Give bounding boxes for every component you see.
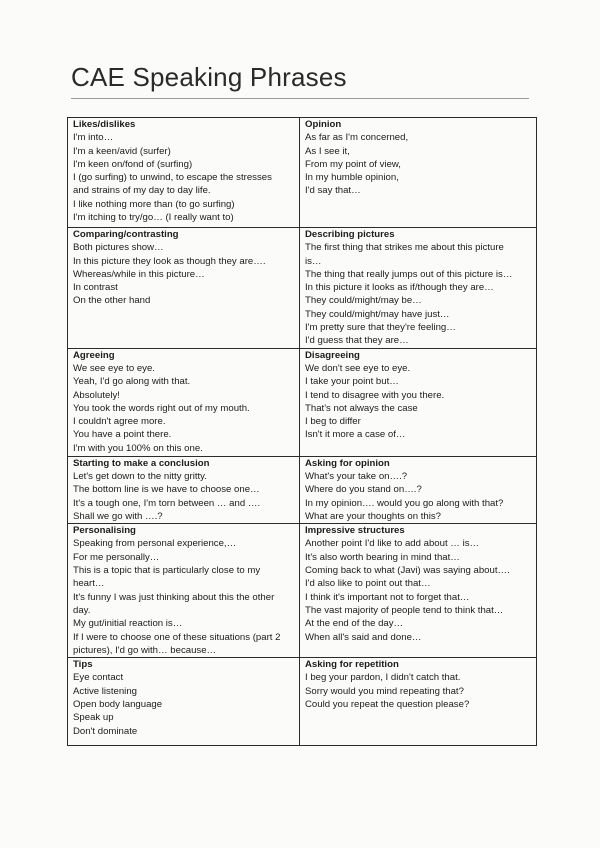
phrase-item: As far as I'm concerned,: [305, 132, 409, 144]
phrase-item: Isn't it more a case of…: [305, 429, 406, 441]
section-heading: Likes/dislikes: [73, 119, 136, 130]
phrase-item: heart…: [73, 578, 105, 590]
table-row: [68, 456, 537, 523]
table-row: [68, 118, 537, 228]
phrase-item: As I see it,: [305, 145, 350, 157]
phrase-item: is…: [305, 255, 322, 267]
phrase-item: My gut/initial reaction is…: [73, 618, 183, 630]
phrase-item: It's a tough one, I'm torn between … and ….: [73, 497, 261, 509]
phrase-item: Both pictures show…: [73, 242, 164, 254]
section-heading: Agreeing: [73, 349, 115, 361]
phrase-item: I beg your pardon, I didn't catch that.: [305, 672, 461, 684]
section-heading: Asking for opinion: [305, 457, 390, 469]
phrase-item: I'd also like to point out that…: [305, 578, 431, 590]
phrase-item: The first thing that strikes me about this picture: [305, 242, 504, 254]
page-title: CAE Speaking Phrases: [71, 62, 347, 92]
phrase-item: If I were to choose one of these situations (part 2: [73, 631, 281, 643]
section-heading: Disagreeing: [305, 349, 360, 361]
phrase-item: You took the words right out of my mouth.: [73, 402, 250, 414]
phrase-section: [300, 658, 537, 746]
phrase-item: The thing that really jumps out of this picture is…: [305, 268, 513, 280]
phrase-item: I'm into…: [73, 132, 114, 144]
phrase-item: I couldn't agree more.: [73, 416, 166, 428]
phrase-item: I (go surfing) to unwind, to escape the stresses: [73, 172, 272, 184]
phrase-item: In this picture they look as though they are….: [73, 255, 266, 267]
section-heading: Tips: [73, 659, 93, 671]
phrase-item: day.: [73, 604, 91, 616]
phrase-item: At the end of the day…: [305, 618, 404, 630]
section-heading: Personalising: [73, 525, 136, 537]
phrase-item: I'm pretty sure that they're feeling…: [305, 322, 456, 334]
phrase-item: I'm keen on/fond of (surfing): [73, 158, 193, 170]
section-heading: Impressive structures: [305, 525, 405, 537]
phrase-item: On the other hand: [73, 295, 151, 307]
phrase-item: We see eye to eye.: [73, 362, 155, 374]
phrase-item: What's your take on….?: [305, 470, 408, 482]
phrase-item: In contrast: [73, 282, 118, 294]
phrase-section: [300, 118, 537, 228]
phrase-item: In my opinion…. would you go along with that?: [305, 497, 504, 509]
section-heading: Describing pictures: [305, 229, 395, 240]
phrase-item: It's also worth bearing in mind that…: [305, 551, 460, 563]
phrase-item: I think it's important not to forget that…: [305, 591, 470, 603]
phrase-item: For me personally…: [73, 551, 160, 563]
phrase-section: [300, 524, 537, 658]
phrase-item: We don't see eye to eye.: [305, 362, 411, 374]
table-row: [68, 348, 537, 456]
phrase-item: pictures), I'd go with… because…: [73, 644, 217, 656]
phrase-section: [68, 524, 300, 658]
section-heading: Asking for repetition: [305, 659, 399, 671]
phrase-section: [300, 348, 537, 456]
phrase-item: In this picture it looks as if/though they are…: [305, 282, 494, 294]
phrase-item: Another point I'd like to add about … is…: [305, 538, 480, 550]
phrase-section: [68, 456, 300, 523]
phrase-item: and strains of my day to day life.: [73, 185, 211, 197]
phrase-item: I'm a keen/avid (surfer): [73, 145, 171, 157]
phrase-item: Whereas/while in this picture…: [73, 268, 205, 280]
phrase-item: I take your point but…: [305, 376, 399, 388]
phrase-item: That's not always the case: [305, 402, 418, 414]
phrases-table: [67, 117, 537, 746]
phrase-item: I'm with you 100% on this one.: [73, 442, 203, 454]
phrase-item: I'd guess that they are…: [305, 335, 409, 347]
table-row: [68, 658, 537, 746]
title-divider: [71, 98, 529, 99]
phrase-item: Let's get down to the nitty gritty.: [73, 470, 207, 482]
phrase-item: Sorry would you mind repeating that?: [305, 685, 464, 697]
phrase-item: Yeah, I'd go along with that.: [73, 376, 191, 388]
phrase-item: Coming back to what (Javi) was saying about….: [305, 565, 510, 577]
phrase-item: The vast majority of people tend to think that…: [305, 604, 504, 616]
phrase-item: When all's said and done…: [305, 631, 422, 643]
phrase-item: They could/might/may have just…: [305, 308, 450, 320]
phrase-section: [68, 228, 300, 349]
phrase-item: In my humble opinion,: [305, 172, 399, 184]
phrase-item: Where do you stand on….?: [305, 484, 422, 496]
phrase-item: I'd say that…: [305, 185, 361, 197]
phrase-item: It's funny I was just thinking about this the other: [73, 591, 275, 603]
phrase-section: [68, 118, 300, 228]
phrase-section: [68, 658, 300, 746]
phrase-item: You have a point there.: [73, 429, 172, 441]
phrase-item: They could/might/may be…: [305, 295, 422, 307]
phrase-item: Don't dominate: [73, 725, 138, 737]
phrase-item: From my point of view,: [305, 158, 401, 170]
table-row: [68, 524, 537, 658]
section-heading: Starting to make a conclusion: [73, 457, 210, 469]
phrase-item: Absolutely!: [73, 389, 120, 401]
phrase-item: Eye contact: [73, 672, 124, 684]
phrase-item: Could you repeat the question please?: [305, 699, 470, 711]
phrase-item: Active listening: [73, 685, 137, 697]
phrase-item: Speaking from personal experience,…: [73, 538, 237, 550]
phrase-section: [300, 456, 537, 523]
section-heading: Opinion: [305, 119, 342, 130]
phrase-item: I like nothing more than (to go surfing): [73, 198, 235, 210]
phrase-item: I tend to disagree with you there.: [305, 389, 445, 401]
table-row: [68, 228, 537, 349]
phrase-item: What are your thoughts on this?: [305, 510, 441, 522]
section-heading: Comparing/contrasting: [73, 229, 179, 240]
phrase-item: I beg to differ: [305, 416, 361, 428]
phrase-section: [300, 228, 537, 349]
phrase-item: I'm itching to try/go… (I really want to): [73, 212, 234, 224]
phrase-section: [68, 348, 300, 456]
phrase-item: Speak up: [73, 712, 114, 724]
phrase-item: This is a topic that is particularly close to my: [73, 565, 261, 577]
phrase-item: The bottom line is we have to choose one…: [73, 484, 260, 496]
phrase-item: Open body language: [73, 699, 163, 711]
phrase-item: Shall we go with ….?: [73, 510, 163, 522]
